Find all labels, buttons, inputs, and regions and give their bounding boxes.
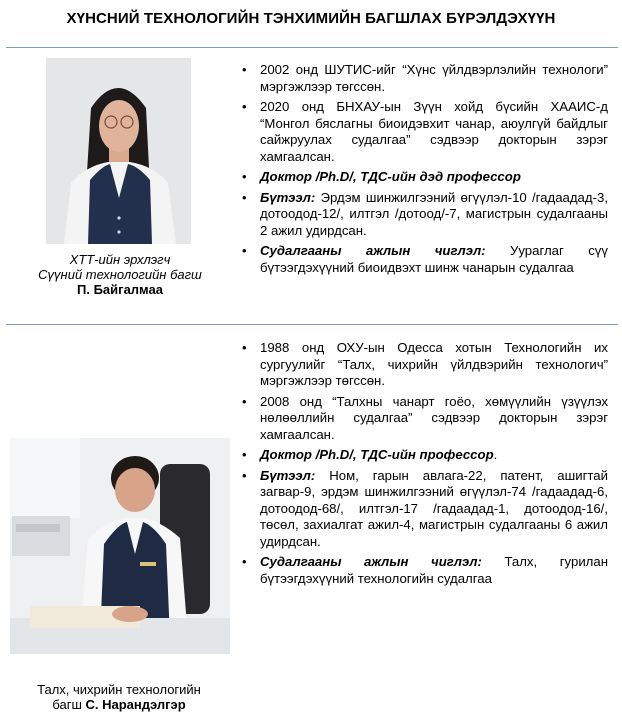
caption-1-line2: Сүүний технологийн багш xyxy=(38,267,202,282)
bio-list-2 xyxy=(238,340,608,591)
bio-2-education: • 1988 онд ОХУ-ын Одесса хотын Технологийн их сургуулийг “Талх, чихрийн үйлдвэрийн технологич” мэргэжлээр төгссөн. xyxy=(238,340,608,390)
caption-1-line1: ХТТ-ийн эрхлэгч xyxy=(69,252,171,267)
divider-middle xyxy=(6,324,618,325)
bio-1-phd: • 2020 онд БНХАУ-ын Зүүн хойд бүсийн ХААИС-д “Монгол бяслагны биоидэвхит чанар, аюулгүй байдлыг сайжруулах судалгаа” сэдвээр докторын зэрэг хамгаалсан. xyxy=(238,99,608,165)
caption-2-line2: багш xyxy=(52,697,82,712)
bio-1-degree-text: Доктор /Ph.D/, ТДС-ийн дэд профессор xyxy=(260,169,521,184)
bio-2-research-text: Талх, гурилан бүтээгдэхүүний технологийн судалгаа xyxy=(260,554,608,586)
caption-2 xyxy=(14,682,224,712)
bio-2-degree-suffix: . xyxy=(493,447,498,462)
bio-2-research xyxy=(238,554,608,587)
bio-list-1 xyxy=(238,62,608,280)
bio-1-education: • 2002 онд ШУТИС-ийг “Хүнс үйлдвэрлэлийн технологи” мэргэжлээр төгссөн. xyxy=(238,62,608,95)
person-1-name: П. Байгалмаа xyxy=(77,282,163,297)
bio-2-research-label: Судалгааны ажлын чиглэл: xyxy=(260,554,482,569)
bio-2-degree-text: Доктор /Ph.D/, ТДС-ийн профессор xyxy=(260,447,494,462)
person-2-name: С. Нарандэлгэр xyxy=(85,697,186,712)
page-title: ХҮНСНИЙ ТЕХНОЛОГИЙН ТЭНХИМИЙН БАГШЛАХ БҮРЭЛДЭХҮҮН xyxy=(66,10,556,27)
divider-top xyxy=(6,47,618,48)
portrait-photo-2 xyxy=(10,438,230,654)
caption-2-line1: Талх, чихрийн технологийн xyxy=(37,682,201,697)
bio-1-works-label: Бүтээл: xyxy=(260,189,316,205)
bio-1-research-text: Уураглаг сүү бүтээгдэхүүний биоидвэхт шинж чанарын судалгаа xyxy=(260,243,608,275)
caption-1 xyxy=(20,252,220,297)
bio-1-research-label: Судалгааны ажлын чиглэл: xyxy=(260,243,486,258)
bio-2-works xyxy=(238,468,608,551)
bio-2-degree xyxy=(238,447,608,464)
portrait-photo-1 xyxy=(46,58,191,244)
bio-2-phd: • 2008 онд “Талхны чанарт гоёо, хөмүүлийн үзүүлэх нөлөөллийн судалгаа” сэдвээр докторын зэрэг хамгаалсан. xyxy=(238,394,608,444)
bio-2-works-text: Ном, гарын авлага-22, патент, ашигтай загвар-9, эрдэм шинжилгээний өгүүлэл-74 /гадаадад-6, дотоодод-68/, илтгэл-17 /гадаадад-1, дотоодод-16/, төсөл, захиалгат ажил-4, магистрын судалгааны 6 ажил удирдсан. xyxy=(260,467,608,549)
bio-1-works xyxy=(238,190,608,240)
bio-1-works-text: Эрдэм шинжилгээний өгүүлэл-10 /гадаадад-3, дотоодод-12/, илтгэл /дотоод/-7, магистрын судалгааны 2 ажил удирдсан. xyxy=(260,189,608,238)
bio-2-works-label: Бүтээл: xyxy=(260,467,316,483)
bio-1-degree xyxy=(238,169,608,186)
bio-1-research xyxy=(238,243,608,276)
